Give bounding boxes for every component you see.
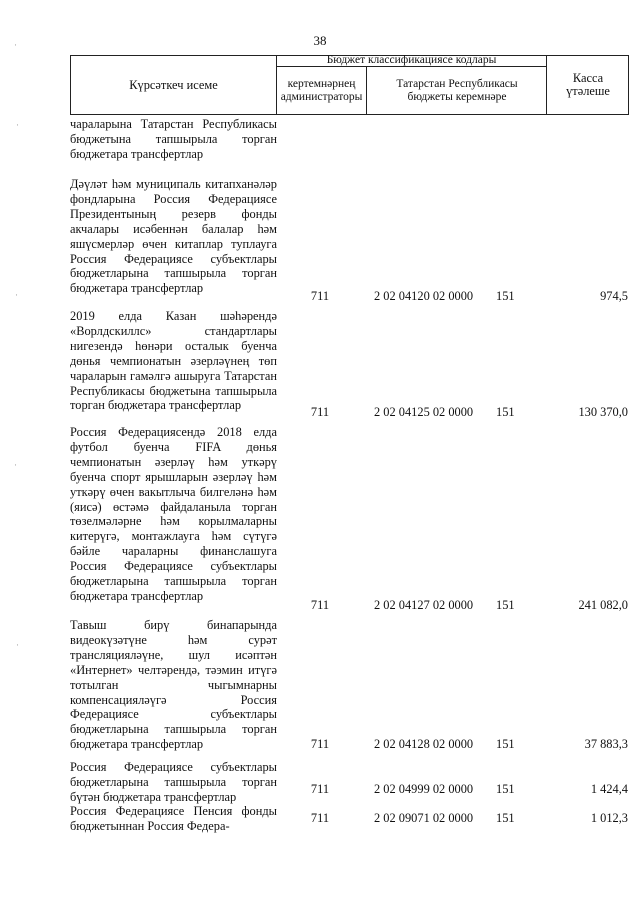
- budget-codes-header: Бюджет классификациясе кодлары: [326, 54, 497, 66]
- scan-speck: ·: [15, 290, 18, 300]
- administrator-code: 711: [310, 737, 330, 751]
- row-description: чараларына Татарстан Республикасы бюджетына тапшырыла торган бюджетара трансфертлар: [70, 117, 277, 161]
- row-description: Россия Федерациясе Пенсия фонды бюджетыннан Россия Федера-: [70, 804, 277, 833]
- administrator-code: 711: [310, 811, 330, 825]
- revenue-subcode: 151: [496, 782, 515, 796]
- revenue-code: 2 02 04999 02 0000: [374, 782, 474, 796]
- administrator-header: кертемнәрнең администраторы: [280, 77, 363, 103]
- scan-speck: ·: [14, 40, 17, 50]
- administrator-code: 711: [310, 782, 330, 796]
- cash-amount: 974,5: [600, 289, 628, 303]
- row-description: Тавыш бирү бинапарында видеокүзәтүне һәм сурәт трансляцияләүне, шул исәптән «Интернет» челтәрендә, тәэмин итүгә тотылган чыгымнарны компенсацияләүгә Россия Федерациясе субъектлары бюджетларына тапшырыла торган бюджетара трансфертлар: [70, 618, 277, 752]
- tatarstan-revenue-header: Татарстан Республикасы бюджеты керемнәре: [396, 77, 518, 103]
- scan-speck: ·: [16, 120, 19, 130]
- cash-execution-header: Касса үтәлеше: [566, 71, 610, 98]
- revenue-code: 2 02 04128 02 0000: [374, 737, 474, 751]
- administrator-code: 711: [310, 289, 330, 303]
- revenue-code: 2 02 04120 02 0000: [374, 289, 474, 303]
- row-description: 2019 елда Казан шәһәрендә «Ворлдскиллс» стандартлары нигезендә һөнәри осталык буенча дөнья чемпионатын әзерләүнең төп чараларын гамәлгә ашыруга Татарстан Республикасы бюджетына тапшырыла торган бюджетара трансфертлар: [70, 309, 277, 413]
- revenue-subcode: 151: [496, 405, 515, 419]
- scan-speck: ·: [14, 460, 17, 470]
- administrator-code: 711: [310, 405, 330, 419]
- revenue-subcode: 151: [496, 811, 515, 825]
- revenue-code: 2 02 04127 02 0000: [374, 598, 474, 612]
- revenue-code: 2 02 09071 02 0000: [374, 811, 474, 825]
- row-description: Россия Федерациясендә 2018 елда футбол буенча FIFA дөнья чемпионатын әзерләү һәм уткәрү буенча спорт ярышларын әзерләү һәм уткәрү өчен вакытлыча билгеләнә һәм (яисә) өстәмә файдаланыла торган төзелмәләрне һәм корылмаларны китерүгә, монтажлауга һәм сүтүгә бәйле чараларны финанслашуга Россия Федерациясе субъектлары бюджетларына тапшырыла торган бюджетара трансфертлар: [70, 425, 277, 603]
- cash-amount: 241 082,0: [578, 598, 628, 612]
- row-description: Дәүләт һәм муниципаль китапханәләр фондларына Россия Федерациясе Президентының резерв фонды акчалары исәбеннән балалар һәм яшүсмерләр өчен китаплар туплауга Россия Федерациясе субъектлары бюджетларына тапшырыла торган бюджетара трансфертлар: [70, 177, 277, 296]
- revenue-code: 2 02 04125 02 0000: [374, 405, 474, 419]
- page-number: 38: [313, 33, 327, 48]
- revenue-subcode: 151: [496, 289, 515, 303]
- administrator-code: 711: [310, 598, 330, 612]
- scan-speck: ·: [16, 640, 19, 650]
- revenue-subcode: 151: [496, 737, 515, 751]
- indicator-name-header: Күрсәткеч исеме: [129, 77, 218, 92]
- row-description: Россия Федерациясе субъектлары бюджетларына тапшырыла торган бүтән бюджетара трансфертлар: [70, 760, 277, 804]
- table-header: [70, 55, 629, 115]
- cash-amount: 1 012,3: [590, 811, 628, 825]
- cash-amount: 1 424,4: [590, 782, 628, 796]
- cash-amount: 130 370,0: [578, 405, 628, 419]
- cash-amount: 37 883,3: [584, 737, 628, 751]
- revenue-subcode: 151: [496, 598, 515, 612]
